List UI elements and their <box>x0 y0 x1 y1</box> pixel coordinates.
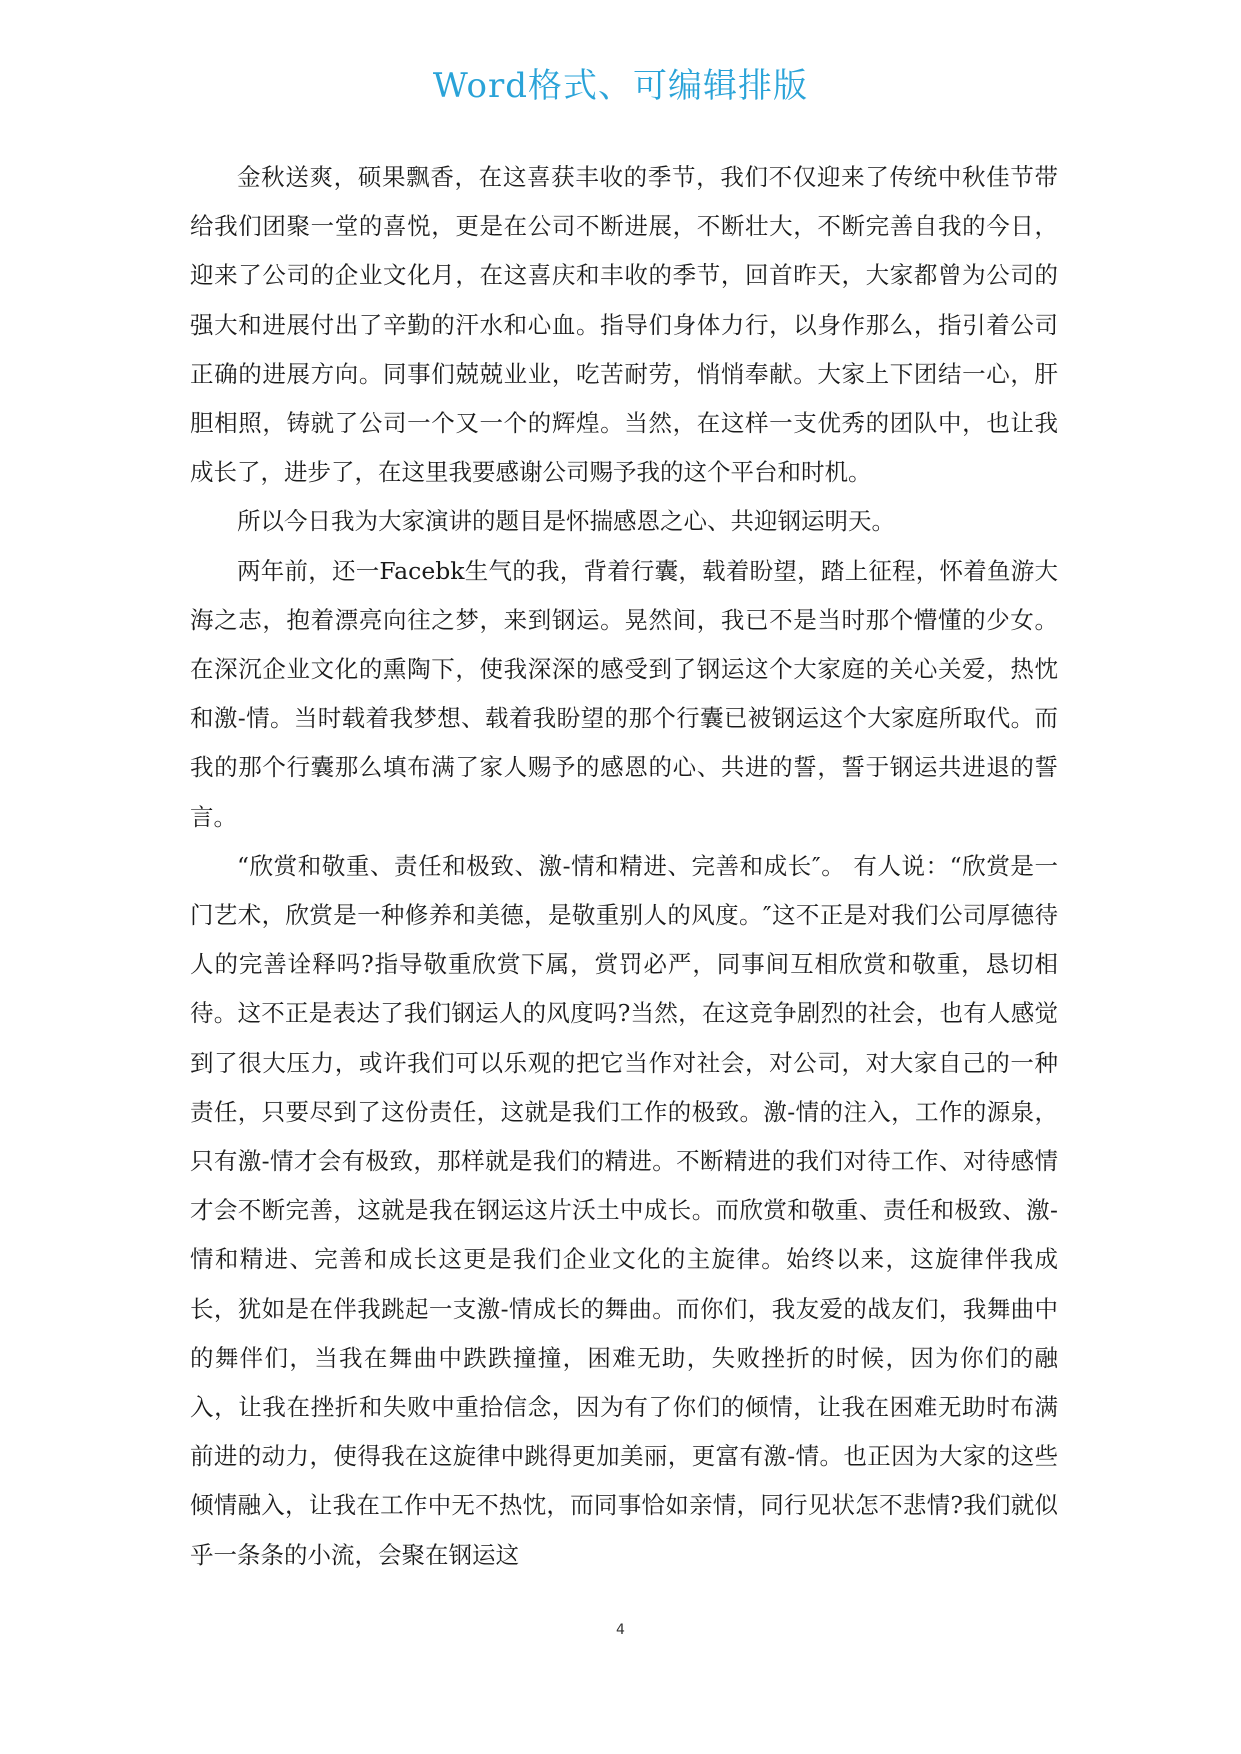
document-body <box>190 153 1058 1580</box>
paragraph-4: “欣赏和敬重、责任和极致、激-情和精进、完善和成长″。 有人说：“欣赏是一门艺术，欣赏是一种修养和美德，是敬重别人的风度。″这不正是对我们公司厚德待人的完善诠释吗?指导敬重欣赏下属，赏罚必严，同事间互相欣赏和敬重，恳切相待。这不正是表达了我们钢运人的风度吗?当然，在这竞争剧烈的社会，也有人感觉到了很大压力，或许我们可以乐观的把它当作对社会，对公司，对大家自己的一种责任，只要尽到了这份责任，这就是我们工作的极致。激-情的注入，工作的源泉，只有激-情才会有极致，那样就是我们的精进。不断精进的我们对待工作、对待感情才会不断完善，这就是我在钢运这片沃土中成长。而欣赏和敬重、责任和极致、激-情和精进、完善和成长这更是我们企业文化的主旋律。始终以来，这旋律伴我成长，犹如是在伴我跳起一支激-情成长的舞曲。而你们，我友爱的战友们，我舞曲中的舞伴们，当我在舞曲中跌跌撞撞，困难无助，失败挫折的时候，因为你们的融入，让我在挫折和失败中重拾信念，因为有了你们的倾情，让我在困难无助时布满前进的动力，使得我在这旋律中跳得更加美丽，更富有激-情。也正因为大家的这些倾情融入，让我在工作中无不热忱，而同事恰如亲情，同行见状怎不悲情?我们就似乎一条条的小流，会聚在钢运这 <box>190 851 1058 1569</box>
page-header-title: Word格式、可编辑排版 <box>432 66 809 106</box>
page-number: 4 <box>616 1622 625 1638</box>
paragraph-2: 所以今日我为大家演讲的题目是怀揣感恩之心、共迎钢运明天。 <box>237 507 895 536</box>
paragraph-3: 两年前，还一Facebk生气的我，背着行囊，载着盼望，踏上征程，怀着鱼游大海之志，抱着漂亮向往之梦，来到钢运。晃然间，我已不是当时那个懵懂的少女。在深沉企业文化的熏陶下，使我深深的感受到了钢运这个大家庭的关心关爱，热忱和激-情。当时载着我梦想、载着我盼望的那个行囊已被钢运这个大家庭所取代。而我的那个行囊那么填布满了家人赐予的感恩的心、共进的誓，誓于钢运共进退的誓言。 <box>190 556 1058 831</box>
paragraph-1: 金秋送爽，硕果飘香，在这喜获丰收的季节，我们不仅迎来了传统中秋佳节带给我们团聚一堂的喜悦，更是在公司不断进展，不断壮大，不断完善自我的今日，迎来了公司的企业文化月，在这喜庆和丰收的季节，回首昨天，大家都曾为公司的强大和进展付出了辛勤的汗水和心血。指导们身体力行，以身作那么，指引着公司正确的进展方向。同事们兢兢业业，吃苦耐劳，悄悄奉献。大家上下团结一心，肝胆相照，铸就了公司一个又一个的辉煌。当然，在这样一支优秀的团队中，也让我成长了，进步了，在这里我要感谢公司赐予我的这个平台和时机。 <box>190 163 1058 487</box>
